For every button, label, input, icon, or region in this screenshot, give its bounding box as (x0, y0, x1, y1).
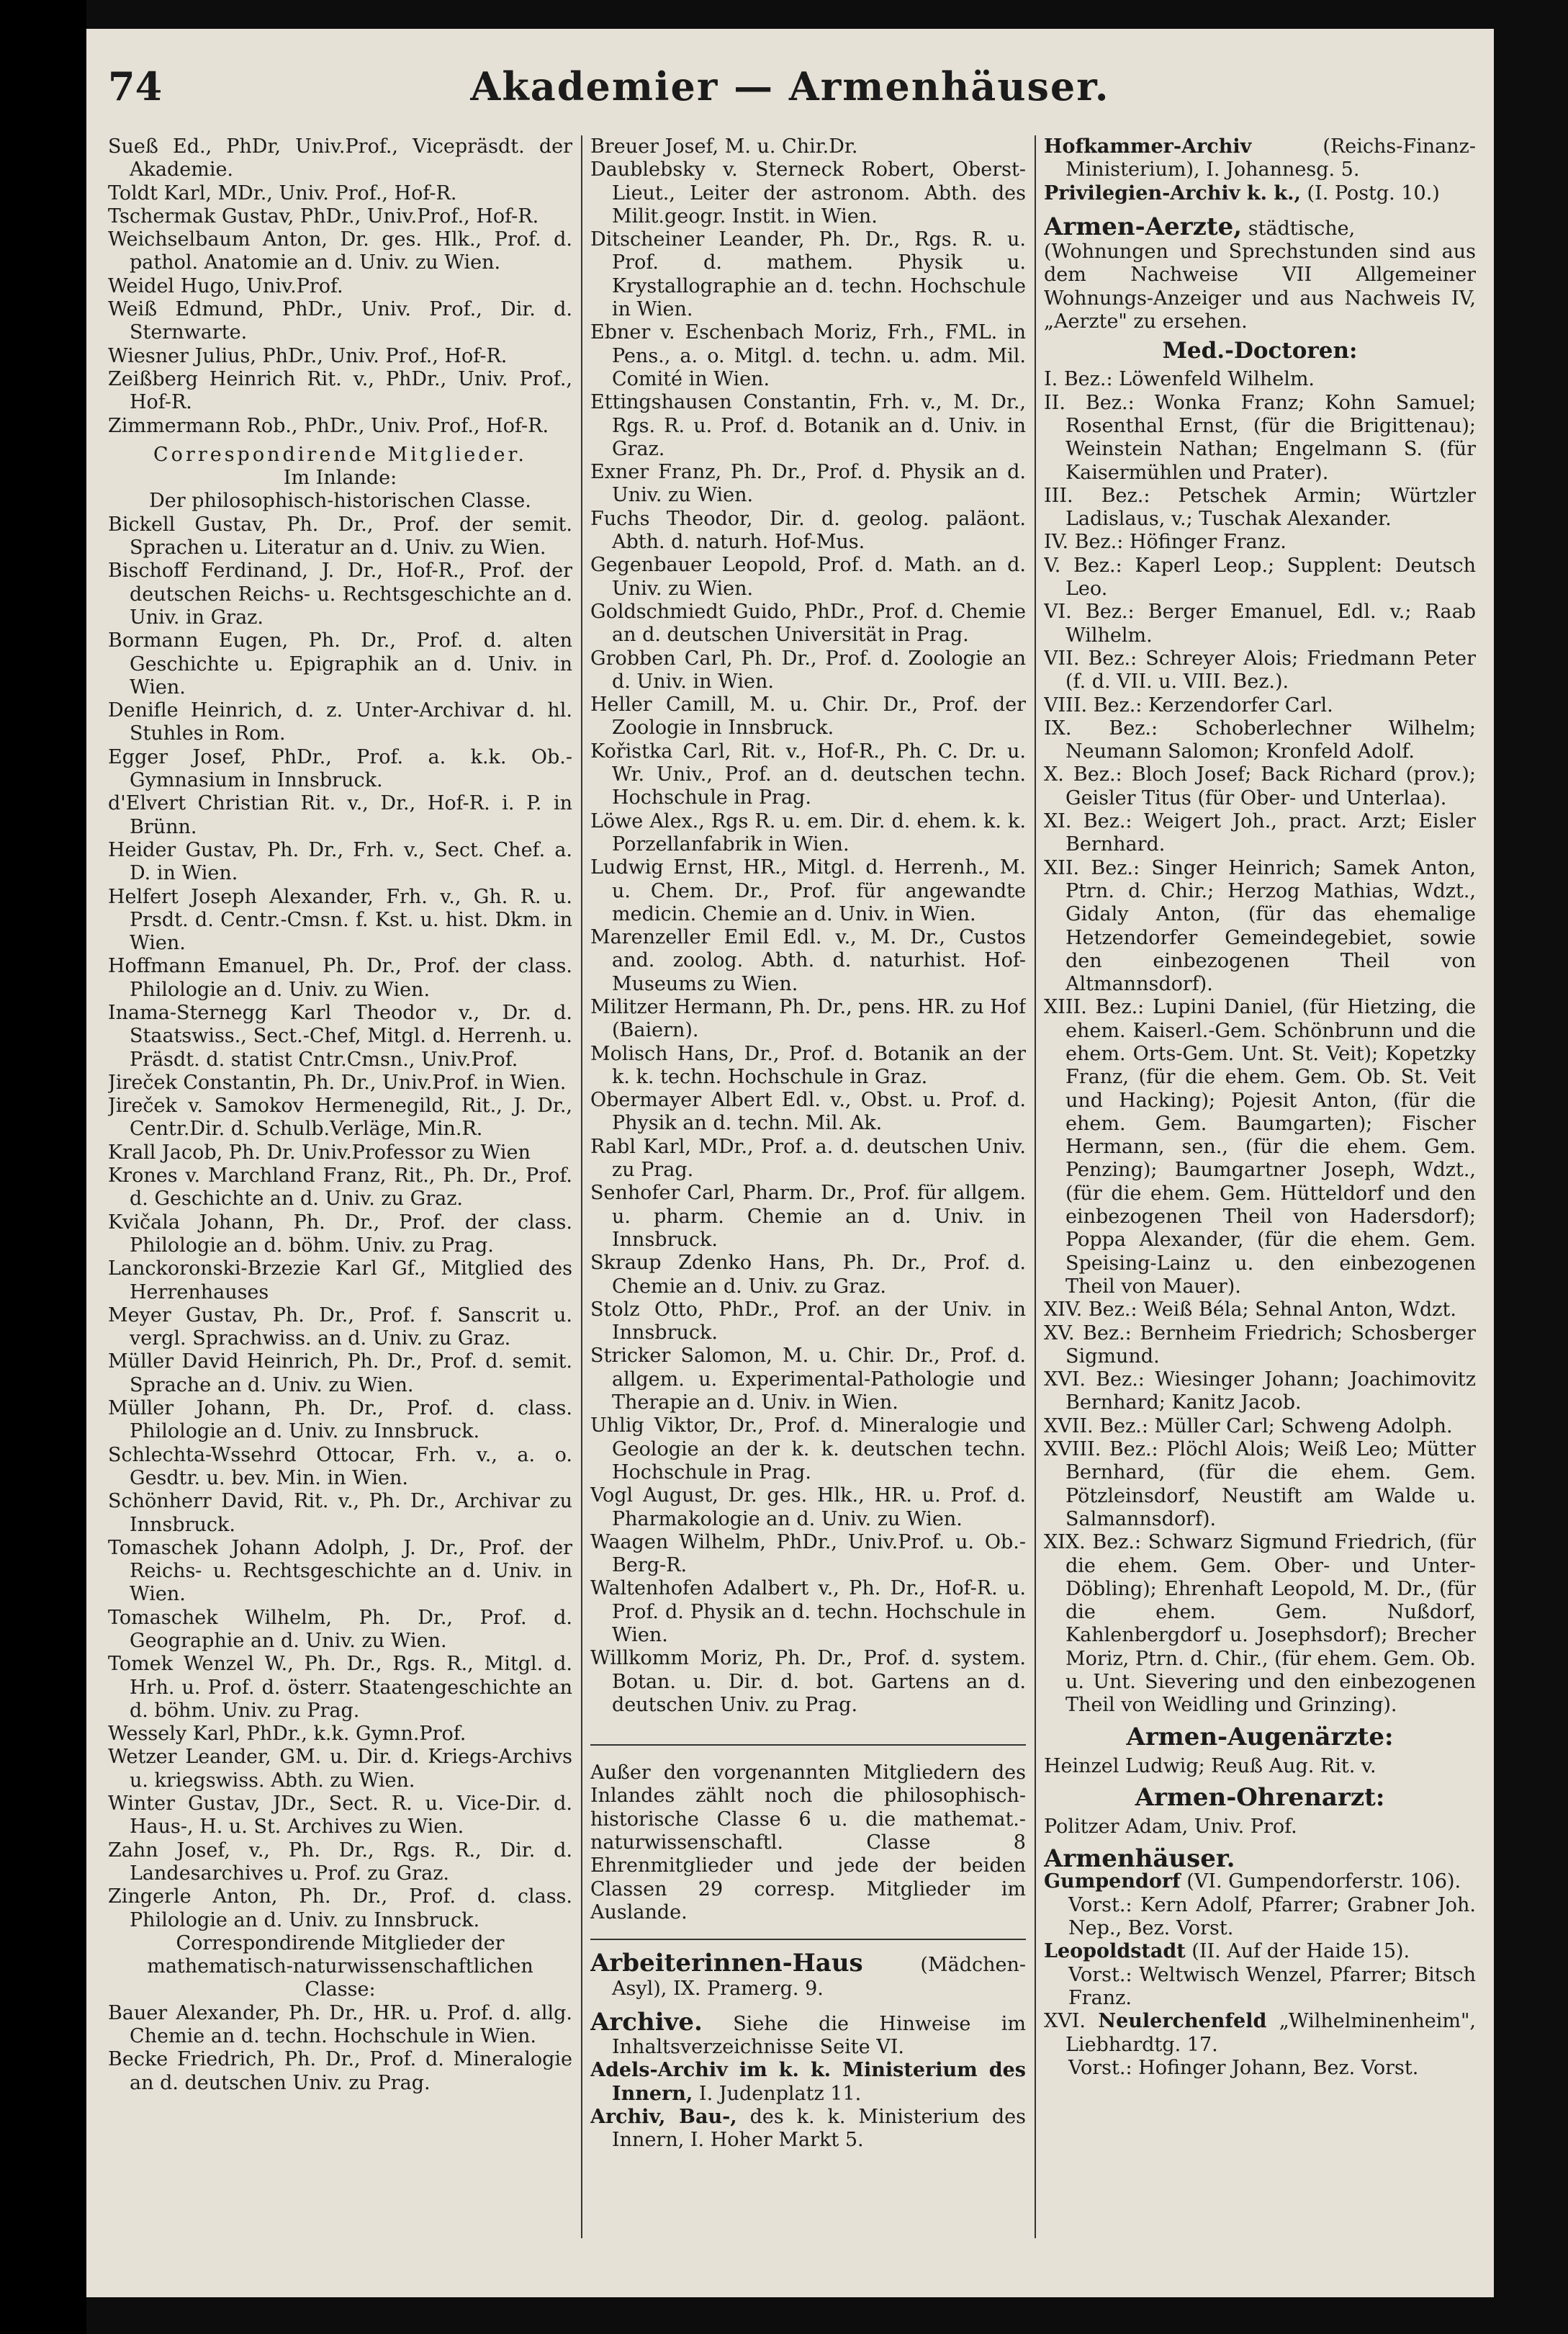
member-entry: Heider Gustav, Ph. Dr., Frh. v., Sect. Chef. a. D. in Wien. (108, 838, 572, 885)
member-entry: Militzer Hermann, Ph. Dr., pens. HR. zu Hof (Baiern). (590, 995, 1026, 1042)
adels-archiv-address: I. Judenplatz 11. (693, 2082, 862, 2105)
member-entry: Denifle Heinrich, d. z. Unter-Archivar d. hl. Stuhles in Rom. (108, 699, 572, 745)
armenhaus-detail: Vorst.: Weltwisch Wenzel, Pfarrer; Bitsch Franz. (1068, 1963, 1476, 2009)
member-entry: Exner Franz, Ph. Dr., Prof. d. Physik an d. Univ. zu Wien. (590, 461, 1026, 507)
member-entry: Müller David Heinrich, Ph. Dr., Prof. d. semit. Sprache an d. Univ. zu Wien. (108, 1350, 572, 1396)
district-entry: XIV. Bez.: Weiß Béla; Sehnal Anton, Wdzt. (1044, 1298, 1456, 1321)
district-entry: XV. Bez.: Bernheim Friedrich; Schosberger Sigmund. (1044, 1321, 1476, 1368)
member-entry: Tomek Wenzel W., Ph. Dr., Rgs. R., Mitgl. d. Hrh. u. Prof. d. österr. Staatengeschichte an d. böhm. Univ. zu Prag. (108, 1653, 572, 1722)
member-entry: Wiesner Julius, PhDr., Univ. Prof., Hof-R. (108, 344, 508, 367)
member-entry: Ditscheiner Leander, Ph. Dr., Rgs. R. u. Prof. d. mathem. Physik u. Krystallographie an d. techn. Hochschule in Wien. (590, 228, 1026, 321)
member-entry: Obermayer Albert Edl. v., Obst. u. Prof. d. Physik an d. techn. Mil. Ak. (590, 1089, 1026, 1135)
member-entry: Tschermak Gustav, PhDr., Univ.Prof., Hof-R. (108, 205, 539, 228)
armen-aerzte-entry (1044, 212, 1476, 241)
member-entry: Marenzeller Emil Edl. v., M. Dr., Custos and. zoolog. Abth. d. naturhist. Hof-Museums zu Wien. (590, 926, 1026, 995)
member-entry: Weidel Hugo, Univ.Prof. (108, 274, 343, 297)
member-entry: Rabl Karl, MDr., Prof. a. d. deutschen Univ. zu Prag. (590, 1135, 1026, 1182)
member-entry: Waagen Wilhelm, PhDr., Univ.Prof. u. Ob.-Berg-R. (590, 1530, 1026, 1577)
district-entry: X. Bez.: Bloch Josef; Back Richard (prov.); Geisler Titus (für Ober- und Unterlaa). (1044, 763, 1476, 809)
member-entry: Egger Josef, PhDr., Prof. a. k.k. Ob.-Gymnasium in Innsbruck. (108, 745, 572, 792)
member-entry: Weichselbaum Anton, Dr. ges. Hlk., Prof. d. pathol. Anatomie an d. Univ. zu Wien. (108, 228, 572, 274)
arbeiterinnen-address: (Mädchen-Asyl), IX. Pramerg. 9. (612, 1954, 1026, 2000)
member-entry: Tomaschek Johann Adolph, J. Dr., Prof. der Reichs- u. Rechtsgeschichte an d. Univ. in Wien. (108, 1536, 572, 1606)
district-entry: VI. Bez.: Berger Emanuel, Edl. v.; Raab Wilhelm. (1044, 601, 1476, 647)
member-entry: Inama-Sternegg Karl Theodor v., Dr. d. Staatswiss., Sect.-Chef, Mitgl. d. Herrenh. u. Präsdt. d. statist Cntr.Cmsn., Univ.Prof. (108, 1001, 572, 1071)
district-entry: V. Bez.: Kaperl Leop.; Supplent: Deutsch Leo. (1044, 554, 1476, 601)
armenhaeuser-heading: Armenhäuser. (1044, 1844, 1235, 1874)
hofkammer-archiv-title: Hofkammer-Archiv (1044, 135, 1252, 158)
armenhaus-name: Neulerchenfeld (1098, 2010, 1267, 2033)
member-entry: Jireček Constantin, Ph. Dr., Univ.Prof. in Wien. (108, 1071, 567, 1094)
armen-aerzte-title: Armen-Aerzte, (1044, 212, 1243, 241)
member-entry: Zeißberg Heinrich Rit. v., PhDr., Univ. Prof., Hof-R. (108, 367, 572, 414)
bau-archiv-title: Archiv, Bau-, (590, 2106, 737, 2129)
section-heading: Correspondirende Mitglieder. (153, 443, 527, 466)
column-right (1044, 135, 1476, 2267)
bau-archiv-address: des k. k. Ministerium des Innern, I. Hoher Markt 5. (612, 2106, 1026, 2152)
privilegien-archiv-title: Privilegien-Archiv k. k., (1044, 181, 1301, 205)
member-entry: Schlechta-Wssehrd Ottocar, Frh. v., a. o. Gesdtr. u. bev. Min. in Wien. (108, 1443, 572, 1489)
archive-text: Siehe die Hinweise im Inhaltsverzeichnisse Seite VI. (612, 2012, 1026, 2059)
armenhaus-name: Leopoldstadt (1044, 1940, 1186, 1963)
arbeiterinnen-title: Arbeiterinnen-Haus (590, 1949, 863, 1978)
district-entry: VIII. Bez.: Kerzendorfer Carl. (1044, 694, 1333, 717)
district-entry: XVIII. Bez.: Plöchl Alois; Weiß Leo; Mütter Bernhard, (für die ehem. Gem. Pötzleinsdorf, Neustift am Walde u. Salmannsdorf). (1044, 1438, 1476, 1530)
member-entry: Schönherr David, Rit. v., Ph. Dr., Archivar zu Innsbruck. (108, 1490, 572, 1536)
member-entry: Kvičala Johann, Ph. Dr., Prof. der class. Philologie an d. böhm. Univ. zu Prag. (108, 1211, 572, 1257)
hofkammer-archiv-entry (1044, 135, 1476, 182)
member-entry: Lanckoronski-Brzezie Karl Gf., Mitglied des Herrenhauses (108, 1257, 572, 1303)
archive-title: Archive. (590, 2007, 703, 2037)
member-entry: Ebner v. Eschenbach Moriz, Frh., FML. in Pens., a. o. Mitgl. d. techn. u. adm. Mil. Comité in Wien. (590, 321, 1026, 390)
district-entry: I. Bez.: Löwenfeld Wilhelm. (1044, 368, 1315, 391)
augenaerzte-entry: Heinzel Ludwig; Reuß Aug. Rit. v. (1044, 1754, 1376, 1777)
district-entry: IX. Bez.: Schoberlechner Wilhelm; Neumann Salomon; Kronfeld Adolf. (1044, 717, 1476, 763)
running-head (108, 63, 1472, 128)
district-entry: II. Bez.: Wonka Franz; Kohn Samuel; Rosenthal Ernst, (für die Brigittenau); Weinstein Nathan; Engelmann S. (für Kaisermühlen und Prater). (1044, 391, 1476, 484)
armenhaus-name: Gumpendorf (1044, 1870, 1181, 1893)
privilegien-archiv-entry (1044, 182, 1476, 205)
armenhaus-district: XVI. (1044, 2010, 1099, 2033)
page-number: 74 (108, 63, 163, 109)
armenhaus-entry (1044, 1870, 1476, 1893)
member-entry: Ludwig Ernst, HR., Mitgl. d. Herrenh., M. u. Chem. Dr., Prof. für angewandte medicin. Chemie an d. Univ. in Wien. (590, 856, 1026, 925)
membership-note: Außer den vorgenannten Mitgliedern des Inlandes zählt noch die philosophisch-historische Classe 6 u. die mathemat.-naturwissenschaftl. Classe 8 Ehrenmitglieder und jede der beiden Classen 29 corresp. Mitglieder im Auslande. (590, 1761, 1026, 1924)
member-entry: Senhofer Carl, Pharm. Dr., Prof. für allgem. u. pharm. Chemie an d. Univ. in Innsbruck. (590, 1182, 1026, 1251)
section-rule (590, 1939, 1026, 1940)
member-entry: Toldt Karl, MDr., Univ. Prof., Hof-R. (108, 181, 457, 205)
member-entry: Zimmermann Rob., PhDr., Univ. Prof., Hof-R. (108, 414, 549, 437)
armenhaus-address: „Wilhelminenheim", Liebhardtg. 17. (1065, 2010, 1476, 2056)
armenhaus-address: (II. Auf der Haide 15). (1185, 1940, 1410, 1963)
member-entry: Bickell Gustav, Ph. Dr., Prof. der semit. Sprachen u. Literatur an d. Univ. zu Wien. (108, 513, 572, 560)
arbeiterinnen-entry (590, 1949, 1026, 2001)
member-entry: Stolz Otto, PhDr., Prof. an der Univ. in Innsbruck. (590, 1298, 1026, 1345)
armenhaus-detail: Vorst.: Kern Adolf, Pfarrer; Grabner Joh. Nep., Bez. Vorst. (1068, 1893, 1476, 1940)
district-entry: VII. Bez.: Schreyer Alois; Friedmann Peter (f. d. VII. u. VIII. Bez.). (1044, 647, 1476, 694)
member-entry: Sueß Ed., PhDr, Univ.Prof., Vicepräsdt. der Akademie. (108, 135, 572, 181)
district-entry: XIX. Bez.: Schwarz Sigmund Friedrich, (für die ehem. Gem. Ober- und Unter-Döbling); Ehrenhaft Leopold, M. Dr., (für die ehem. Gem. Nußdorf, Kahlenbergdorf u. Josephsdorf); Brecher Moriz, Ptrn. d. Chir., (für ehem. Gem. Ob. u. Unt. Sievering und den einbezogenen Theil von Weidling und Grinzing). (1044, 1531, 1476, 1717)
member-entry: Krones v. Marchland Franz, Rit., Ph. Dr., Prof. d. Geschichte an d. Univ. zu Graz. (108, 1164, 572, 1211)
privilegien-archiv-address: (I. Postg. 10.) (1300, 181, 1440, 205)
member-entry: Wetzer Leander, GM. u. Dir. d. Kriegs-Archivs u. kriegswiss. Abth. zu Wien. (108, 1746, 572, 1792)
column-left (108, 135, 572, 2267)
member-entry: Breuer Josef, M. u. Chir.Dr. (590, 135, 858, 158)
member-entry: Krall Jacob, Ph. Dr. Univ.Professor zu Wien (108, 1141, 531, 1164)
member-entry: Jireček v. Samokov Hermenegild, Rit., J. Dr., Centr.Dir. d. Schulb.Verläge, Min.R. (108, 1095, 572, 1141)
armenhaus-entry (1044, 2010, 1476, 2057)
member-entry: Goldschmiedt Guido, PhDr., Prof. d. Chemie an d. deutschen Universität in Prag. (590, 600, 1026, 647)
member-entry: Tomaschek Wilhelm, Ph. Dr., Prof. d. Geographie an d. Univ. zu Wien. (108, 1606, 572, 1652)
scan-margin (0, 0, 86, 2334)
column-divider (1035, 135, 1036, 2238)
hofkammer-archiv-address: (Reichs-Finanz-Ministerium), I. Johannesg. 5. (1065, 135, 1476, 181)
member-entry: Bormann Eugen, Ph. Dr., Prof. d. alten Geschichte u. Epigraphik an d. Univ. in Wien. (108, 629, 572, 699)
member-entry: Bischoff Ferdinand, J. Dr., Hof-R., Prof. der deutschen Reichs- u. Rechtsgeschichte an d. Univ. in Graz. (108, 560, 572, 629)
member-entry: Müller Johann, Ph. Dr., Prof. d. class. Philologie an d. Univ. zu Innsbruck. (108, 1397, 572, 1443)
district-entry: XVI. Bez.: Wiesinger Johann; Joachimovitz Bernhard; Kanitz Jacob. (1044, 1368, 1476, 1414)
member-entry: Weiß Edmund, PhDr., Univ. Prof., Dir. d. Sternwarte. (108, 298, 572, 344)
directory-page (86, 29, 1494, 2297)
district-entry: IV. Bez.: Höfinger Franz. (1044, 531, 1287, 554)
member-entry: Becke Friedrich, Ph. Dr., Prof. d. Mineralogie an d. deutschen Univ. zu Prag. (108, 2048, 572, 2094)
district-entry: XII. Bez.: Singer Heinrich; Samek Anton, Ptrn. d. Chir.; Herzog Mathias, Wdzt., Gidaly Anton, (für das ehemalige Hetzendorfer Gemeindegebiet, sowie den einbezogenen Theil von Altmannsdorf). (1044, 856, 1476, 996)
member-entry: Fuchs Theodor, Dir. d. geolog. paläont. Abth. d. naturh. Hof-Mus. (590, 507, 1026, 554)
member-entry: Löwe Alex., Rgs R. u. em. Dir. d. ehem. k. k. Porzellanfabrik in Wien. (590, 809, 1026, 856)
member-entry: Stricker Salomon, M. u. Chir. Dr., Prof. d. allgem. u. Experimental-Pathologie und Therapie an d. Univ. in Wien. (590, 1345, 1026, 1414)
member-entry: Heller Camill, M. u. Chir. Dr., Prof. der Zoologie in Innsbruck. (590, 694, 1026, 740)
member-entry: Kořistka Carl, Rit. v., Hof-R., Ph. C. Dr. u. Wr. Univ., Prof. an d. deutschen techn. Hochschule in Prag. (590, 740, 1026, 809)
class-heading: Der philosophisch-historischen Classe. (149, 490, 531, 513)
armenhaus-detail: Vorst.: Hofinger Johann, Bez. Vorst. (1068, 2056, 1419, 2079)
district-entry: XVII. Bez.: Müller Carl; Schweng Adolph. (1044, 1414, 1453, 1437)
member-entry: Helfert Joseph Alexander, Frh. v., Gh. R. u. Prsdt. d. Centr.-Cmsn. f. Kst. u. hist. Dkm. in Wien. (108, 885, 572, 955)
bau-archiv-entry (590, 2106, 1026, 2153)
augenaerzte-heading: Armen-Augenärzte: (1126, 1722, 1394, 1751)
member-entry: Daublebsky v. Sterneck Robert, Oberst-Lieut., Leiter der astronom. Abth. des Milit.geogr. Instit. in Wien. (590, 158, 1026, 228)
member-entry: Gegenbauer Leopold, Prof. d. Math. an d. Univ. zu Wien. (590, 554, 1026, 600)
armen-aerzte-note: (Wohnungen und Sprechstunden sind aus dem Nachweise VII Allgemeiner Wohnungs-Anzeiger und aus Nachweis IV, „Aerzte" zu ersehen. (1044, 241, 1476, 333)
member-entry: Grobben Carl, Ph. Dr., Prof. d. Zoologie an d. Univ. in Wien. (590, 647, 1026, 693)
member-entry: d'Elvert Christian Rit. v., Dr., Hof-R. i. P. in Brünn. (108, 792, 572, 838)
armenhaus-address: (VI. Gumpendorferstr. 106). (1180, 1870, 1461, 1893)
member-entry: Zingerle Anton, Ph. Dr., Prof. d. class. Philologie an d. Univ. zu Innsbruck. (108, 1885, 572, 1931)
district-entry: III. Bez.: Petschek Armin; Würtzler Ladislaus, v.; Tuschak Alexander. (1044, 484, 1476, 531)
member-entry: Bauer Alexander, Ph. Dr., HR. u. Prof. d. allg. Chemie an d. techn. Hochschule in Wien. (108, 2001, 572, 2048)
column-middle (590, 135, 1026, 2267)
med-doctoren-heading: Med.-Doctoren: (1162, 338, 1358, 364)
ohrenarzt-heading: Armen-Ohrenarzt: (1135, 1782, 1385, 1812)
member-entry: Ettingshausen Constantin, Frh. v., M. Dr., Rgs. R. u. Prof. d. Botanik an d. Univ. in Graz. (590, 391, 1026, 460)
member-entry: Winter Gustav, JDr., Sect. R. u. Vice-Dir. d. Haus-, H. u. St. Archives zu Wien. (108, 1792, 572, 1839)
armen-aerzte-qualifier: städtische, (1242, 217, 1356, 240)
column-divider (581, 135, 582, 2238)
member-entry: Meyer Gustav, Ph. Dr., Prof. f. Sanscrit u. vergl. Sprachwiss. an d. Univ. zu Graz. (108, 1303, 572, 1350)
adels-archiv-entry (590, 2059, 1026, 2106)
member-entry: Uhlig Viktor, Dr., Prof. d. Mineralogie und Geologie an der k. k. deutschen techn. Hochschule in Prag. (590, 1414, 1026, 1484)
member-entry: Zahn Josef, v., Ph. Dr., Rgs. R., Dir. d. Landesarchives u. Prof. zu Graz. (108, 1839, 572, 1885)
page-title: Akademier — Armenhäuser. (470, 63, 1110, 109)
section-subheading: Im Inlande: (283, 467, 397, 490)
archive-entry (590, 2007, 1026, 2060)
member-entry: Wessely Karl, PhDr., k.k. Gymn.Prof. (108, 1723, 467, 1746)
class-heading: Correspondirende Mitglieder der mathematisch-naturwissenschaftlichen Classe: (147, 1931, 533, 2001)
member-entry: Willkomm Moriz, Ph. Dr., Prof. d. system. Botan. u. Dir. d. bot. Gartens an d. deutschen Univ. zu Prag. (590, 1647, 1026, 1716)
district-entry: XI. Bez.: Weigert Joh., pract. Arzt; Eisler Bernhard. (1044, 810, 1476, 856)
district-entry: XIII. Bez.: Lupini Daniel, (für Hietzing, die ehem. Kaiserl.-Gem. Schönbrunn und die ehem. Orts-Gem. Unt. St. Veit); Kopetzky Franz, (für die ehem. Gem. Ob. St. Veit und Hacking); Pojesit Anton, (für die ehem. Gem. Baumgarten); Fischer Hermann, sen., (für die ehem. Gem. Penzing); Baumgartner Joseph, Wdzt., (für die ehem. Gem. Hütteldorf und den einbezogenen Theil von Hadersdorf); Poppa Alexander, (für die ehem. Gem. Speising-Lainz u. den einbezogenen Theil von Mauer). (1044, 996, 1476, 1298)
section-rule (590, 1744, 1026, 1746)
adels-archiv-title: Adels-Archiv im k. k. Ministerium des Innern, (590, 2059, 1026, 2105)
ohrenarzt-entry: Politzer Adam, Univ. Prof. (1044, 1815, 1297, 1838)
member-entry: Waltenhofen Adalbert v., Ph. Dr., Hof-R. u. Prof. d. Physik an d. techn. Hochschule in Wien. (590, 1577, 1026, 1646)
member-entry: Vogl August, Dr. ges. Hlk., HR. u. Prof. d. Pharmakologie an d. Univ. zu Wien. (590, 1484, 1026, 1530)
member-entry: Hoffmann Emanuel, Ph. Dr., Prof. der class. Philologie an d. Univ. zu Wien. (108, 955, 572, 1001)
member-entry: Skraup Zdenko Hans, Ph. Dr., Prof. d. Chemie an d. Univ. zu Graz. (590, 1252, 1026, 1298)
member-entry: Molisch Hans, Dr., Prof. d. Botanik an der k. k. techn. Hochschule in Graz. (590, 1042, 1026, 1088)
armenhaus-entry (1044, 1940, 1476, 1963)
